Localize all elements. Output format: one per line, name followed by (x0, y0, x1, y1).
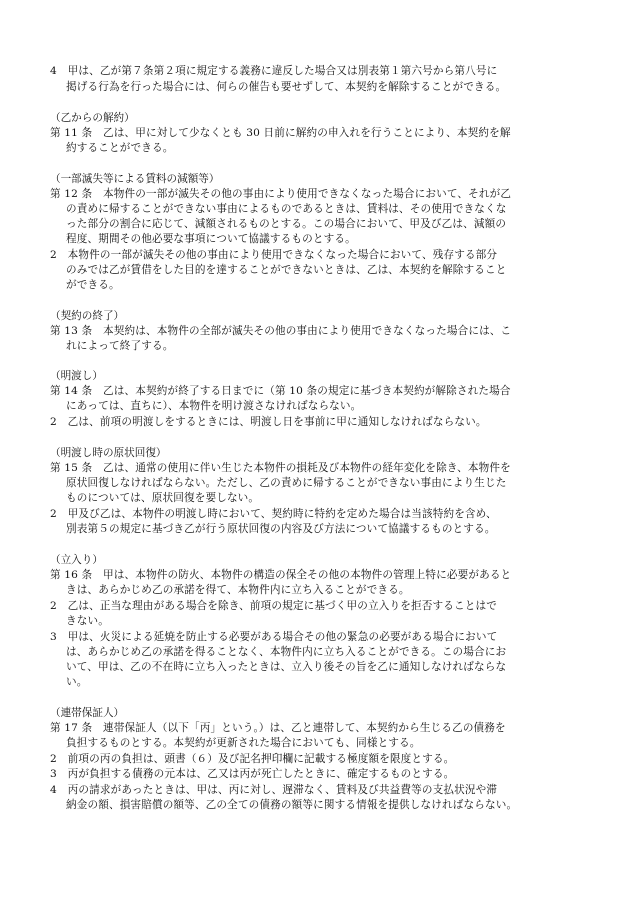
paragraph-line: 第 13 条 本契約は、本物件の全部が滅失その他の事由により使用できなくなった場合には、こ (50, 325, 512, 337)
paragraph-line: 2 本物件の一部が滅失その他の事由により使用できなくなった場合において、残存する部分 (50, 249, 498, 261)
paragraph-line: 掲げる行為を行った場合には、何らの催告も要せずして、本契約を解除することができる。 (66, 81, 507, 93)
paragraph-line: い。 (66, 676, 88, 688)
paragraph-line: 第 16 条 甲は、本物件の防火、本物件の構造の保全その他の本物件の管理上特に必要があると (50, 569, 512, 581)
article-heading: （明渡し時の原状回復） (50, 447, 167, 459)
paragraph-line: 約することができる。 (66, 142, 174, 154)
paragraph-line: にあっては、直ちに）、本物件を明け渡さなければならない。 (66, 400, 362, 412)
paragraph-line: 第 17 条 連帯保証人（以下「丙」という。）は、乙と連帯して、本契約から生じる乙の債務を (50, 722, 506, 734)
paragraph-line: 第 14 条 乙は、本契約が終了する日までに（第 10 条の規定に基づき本契約が解除された場合 (50, 385, 511, 397)
paragraph-line: 別表第５の規定に基づき乙が行う原状回復の内容及び方法について協議するものとする。 (66, 523, 496, 535)
paragraph-line: 第 15 条 乙は、通常の使用に伴い生じた本物件の損耗及び本物件の経年変化を除き、本物件を (50, 462, 511, 474)
paragraph-line: のみでは乙が賃借をした目的を達することができないときは、乙は、本契約を解除すること (66, 264, 507, 276)
paragraph-line: 2 甲及び乙は、本物件の明渡し時において、契約時に特約を定めた場合は当該特約を含め、 (50, 508, 497, 520)
paragraph-line: ものについては、原状回復を要しない。 (66, 492, 260, 504)
paragraph-line: 4 甲は、乙が第７条第２項に規定する義務に違反した場合又は別表第１第六号から第八号に (50, 65, 498, 77)
article-heading: （乙からの解約） (50, 112, 135, 124)
article-heading: （連帯保証人） (50, 707, 125, 719)
paragraph-line: った部分の割合に応じて、減額されるものとする。この場合において、甲及び乙は、減額の (66, 218, 507, 230)
paragraph-line: いて、甲は、乙の不在時に立ち入ったときは、立入り後その旨を乙に通知しなければならな (66, 661, 507, 673)
paragraph-line: 2 前項の丙の負担は、頭書（６）及び記名押印欄に記載する極度額を限度とする。 (50, 753, 455, 765)
paragraph-line: 第 11 条 乙は、甲に対して少なくとも 30 日前に解約の申入れを行うことにより、本契約を解 (50, 127, 511, 139)
paragraph-line: 2 乙は、正当な理由がある場合を除き、前項の規定に基づく甲の立入りを拒否することはで (50, 600, 497, 612)
paragraph-line: の責めに帰することができない事由によるものであるときは、賃料は、その使用できなくな (66, 203, 507, 215)
article-heading: （立入り） (50, 554, 103, 566)
paragraph-line: きは、あらかじめ乙の承諾を得て、本物件内に立ち入ることができる。 (66, 584, 410, 596)
article-heading: （契約の終了） (50, 310, 125, 322)
paragraph-line: 納金の額、損害賠償の額等、乙の全ての債務の額等に関する情報を提供しなければならない。 (66, 799, 518, 811)
article-heading: （一部滅失等による賃料の減額等） (50, 173, 220, 185)
paragraph-line: 2 乙は、前項の明渡しをするときには、明渡し日を事前に甲に通知しなければならない。 (50, 416, 487, 428)
article-heading: （明渡し） (50, 370, 103, 382)
paragraph-line: れによって終了する。 (66, 340, 174, 352)
paragraph-line: 程度、期間その他必要な事項について協議するものとする。 (66, 233, 356, 245)
paragraph-line: きない。 (66, 615, 109, 627)
paragraph-line: 3 丙が負担する債務の元本は、乙又は丙が死亡したときに、確定するものとする。 (50, 768, 455, 780)
paragraph-line: 負担するものとする。本契約が更新された場合においても、同様とする。 (66, 737, 421, 749)
paragraph-line: ができる。 (66, 279, 120, 291)
paragraph-line: 4 丙の請求があったときは、甲は、丙に対し、遅滞なく、賃料及び共益費等の支払状況や滞 (50, 784, 498, 796)
paragraph-line: 原状回復しなければならない。ただし、乙の責めに帰することができない事由により生じた (66, 477, 507, 489)
paragraph-line: 第 12 条 本物件の一部が滅失その他の事由により使用できなくなった場合において、それが乙 (50, 188, 512, 200)
paragraph-line: は、あらかじめ乙の承諾を得ることなく、本物件内に立ち入ることができる。この場合にお (66, 646, 507, 658)
paragraph-line: 3 甲は、火災による延焼を防止する必要がある場合その他の緊急の必要がある場合において (50, 631, 498, 643)
